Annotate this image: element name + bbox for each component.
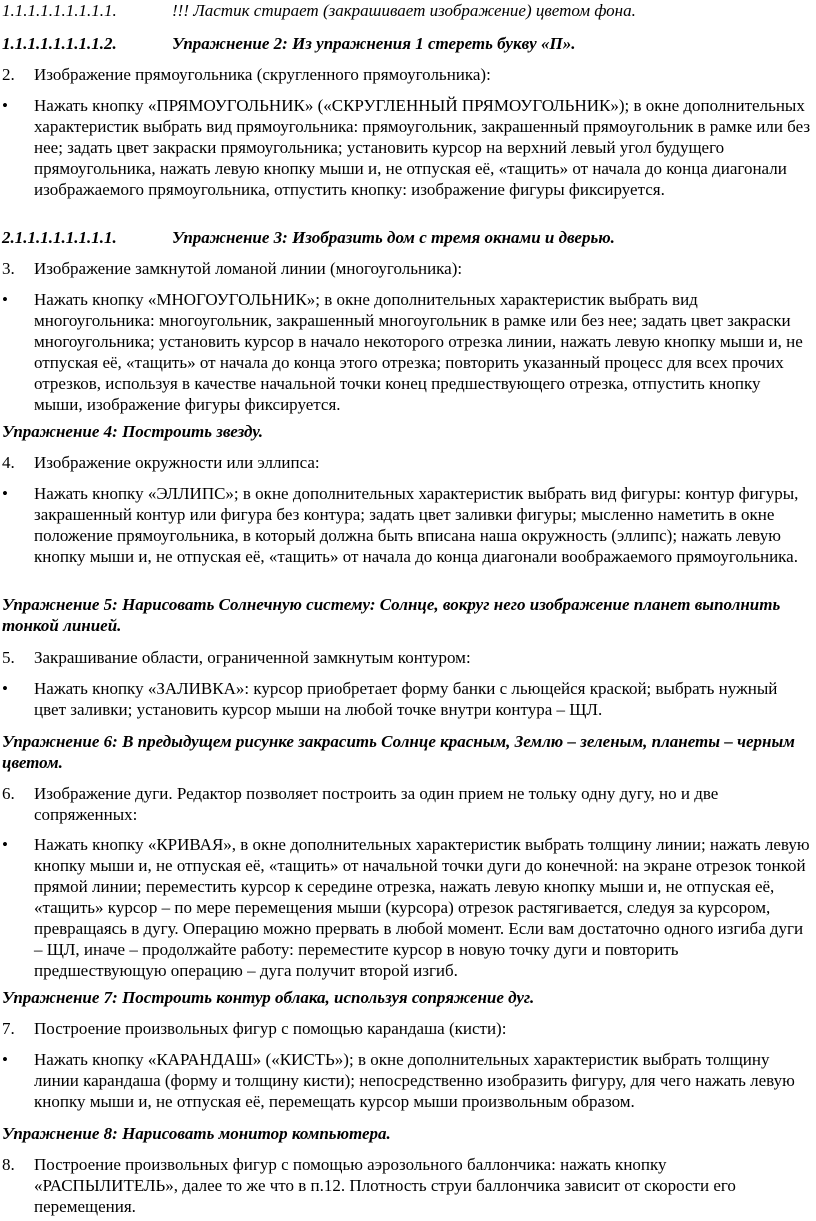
item-number: 8. [2, 1155, 15, 1174]
item-text: Изображение окружности или эллипса: [34, 453, 320, 472]
item-text: Изображение дуги. Редактор позволяет построить за один прием не тольку одну дугу, но и две сопряженных: [34, 784, 719, 824]
exercise-heading: Упражнение 6: В предыдущем рисунке закрасить Солнце красным, Землю – зеленым, планеты – черным цветом. [2, 732, 795, 772]
section-heading [2, 0, 814, 21]
heading-text: Упражнение 3: Изобразить дом с тремя окнами и дверью. [172, 228, 615, 247]
bullet-text: Нажать кнопку «ЭЛЛИПС»; в окне дополнительных характеристик выбрать вид фигуры: контур фигуры, закрашенный контур или фигура без контура; задать цвет заливки фигуры; мысленно наметить в окне положение прямоугольника, в который должна быть вписана наша окружность (эллипс); нажать левую кнопку мыши и, не отпуская её, «тащить» от начала до конца диагонали воображаемого прямоугольника. [34, 484, 799, 566]
item-text: Изображение замкнутой ломаной линии (многоугольника): [34, 259, 463, 278]
heading-number: 2.1.1.1.1.1.1.1.1. [2, 228, 117, 247]
bullet-text: Нажать кнопку «КАРАНДАШ» («КИСТЬ»); в окне дополнительных характеристик выбрать толщину линии карандаша (форму и толщину кисти); непосредственно изобразить фигуру, для чего нажать левую кнопку мыши и, не отпуская её, перемещать курсор мыши произвольным образом. [34, 1050, 795, 1111]
item-number: 5. [2, 648, 15, 667]
exercise-heading: Упражнение 8: Нарисовать монитор компьютера. [2, 1124, 391, 1143]
exercise-heading: Упражнение 5: Нарисовать Солнечную систему: Солнце, вокруг него изображение планет выполнить тонкой линией. [2, 595, 781, 635]
bullet-marker: • [2, 679, 8, 698]
heading-text: Упражнение 2: Из упражнения 1 стереть букву «П». [172, 34, 576, 53]
exercise-heading: Упражнение 4: Построить звезду. [2, 422, 263, 441]
exercise-heading [2, 33, 814, 54]
exercise-heading [2, 227, 814, 248]
heading-number: 1.1.1.1.1.1.1.1.2. [2, 34, 117, 53]
heading-number: 1.1.1.1.1.1.1.1.1. [2, 1, 117, 20]
bullet-marker: • [2, 1050, 8, 1069]
bullet-text: Нажать кнопку «КРИВАЯ», в окне дополнительных характеристик выбрать толщину линии; нажать левую кнопку мыши и, не отпуская её, «тащить» от начальной точки дуги до конечной: на экране отрезок тонкой прямой линии; переместить курсор к середине отрезка, нажать левую кнопку мыши и, не отпуская её, «тащить» курсор – по мере перемещения мыши (курсора) отрезок растягивается, следуя за курсором, превращаясь в дугу. Операцию можно прервать в любой момент. Если вам достаточно одного изгиба дуги – ЩЛ, иначе – продолжайте работу: переместите курсор в новую точку дуги и повторить предшествующую операцию – дуга получит второй изгиб. [34, 835, 810, 980]
item-text: Построение произвольных фигур с помощью аэрозольного баллончика: нажать кнопку «РАСПЫЛИТЕЛЬ», далее то же что в п.12. Плотность струи баллончика зависит от скорости его перемещения. [34, 1155, 736, 1216]
heading-text: !!! Ластик стирает (закрашивает изображение) цветом фона. [172, 1, 636, 20]
item-text: Изображение прямоугольника (скругленного прямоугольника): [34, 65, 491, 84]
item-text: Построение произвольных фигур с помощью карандаша (кисти): [34, 1019, 507, 1038]
item-number: 3. [2, 259, 15, 278]
bullet-marker: • [2, 484, 8, 503]
bullet-marker: • [2, 835, 8, 854]
item-text: Закрашивание области, ограниченной замкнутым контуром: [34, 648, 471, 667]
bullet-text: Нажать кнопку «ЗАЛИВКА»: курсор приобретает форму банки с льющейся краской; выбрать нужный цвет заливки; установить курсор мыши на любой точке внутри контура – ЩЛ. [34, 679, 778, 719]
bullet-text: Нажать кнопку «МНОГОУГОЛЬНИК»; в окне дополнительных характеристик выбрать вид многоугольника: многоугольник, закрашенный многоугольник в рамке или без нее; задать цвет закраски многоугольника; установить курсор в начало некоторого отрезка линии, нажать левую кнопку мыши и, не отпуская её, «тащить» от начала до конца этого отрезка; повторить указанный процесс для всех прочих отрезков, используя в качестве начальной точки конец предшествующего отрезка, отпустить кнопку мыши, изображение фигуры фиксируется. [34, 290, 803, 414]
bullet-marker: • [2, 290, 8, 309]
item-number: 4. [2, 453, 15, 472]
bullet-marker: • [2, 96, 8, 115]
item-number: 2. [2, 65, 15, 84]
item-number: 7. [2, 1019, 15, 1038]
exercise-heading: Упражнение 7: Построить контур облака, используя сопряжение дуг. [2, 988, 535, 1007]
bullet-text: Нажать кнопку «ПРЯМОУГОЛЬНИК» («СКРУГЛЕННЫЙ ПРЯМОУГОЛЬНИК»); в окне дополнительных характеристик выбрать вид прямоугольника: прямоугольник, закрашенный прямоугольник в рамке или без нее; задать цвет закраски прямоугольника; установить курсор на верхний левый угол будущего прямоугольника, нажать левую кнопку мыши и, не отпуская её, «тащить» от начала до конца диагонали изображаемого прямоугольника, отпустить кнопку: изображение фигуры фиксируется. [34, 96, 811, 199]
item-number: 6. [2, 784, 15, 803]
